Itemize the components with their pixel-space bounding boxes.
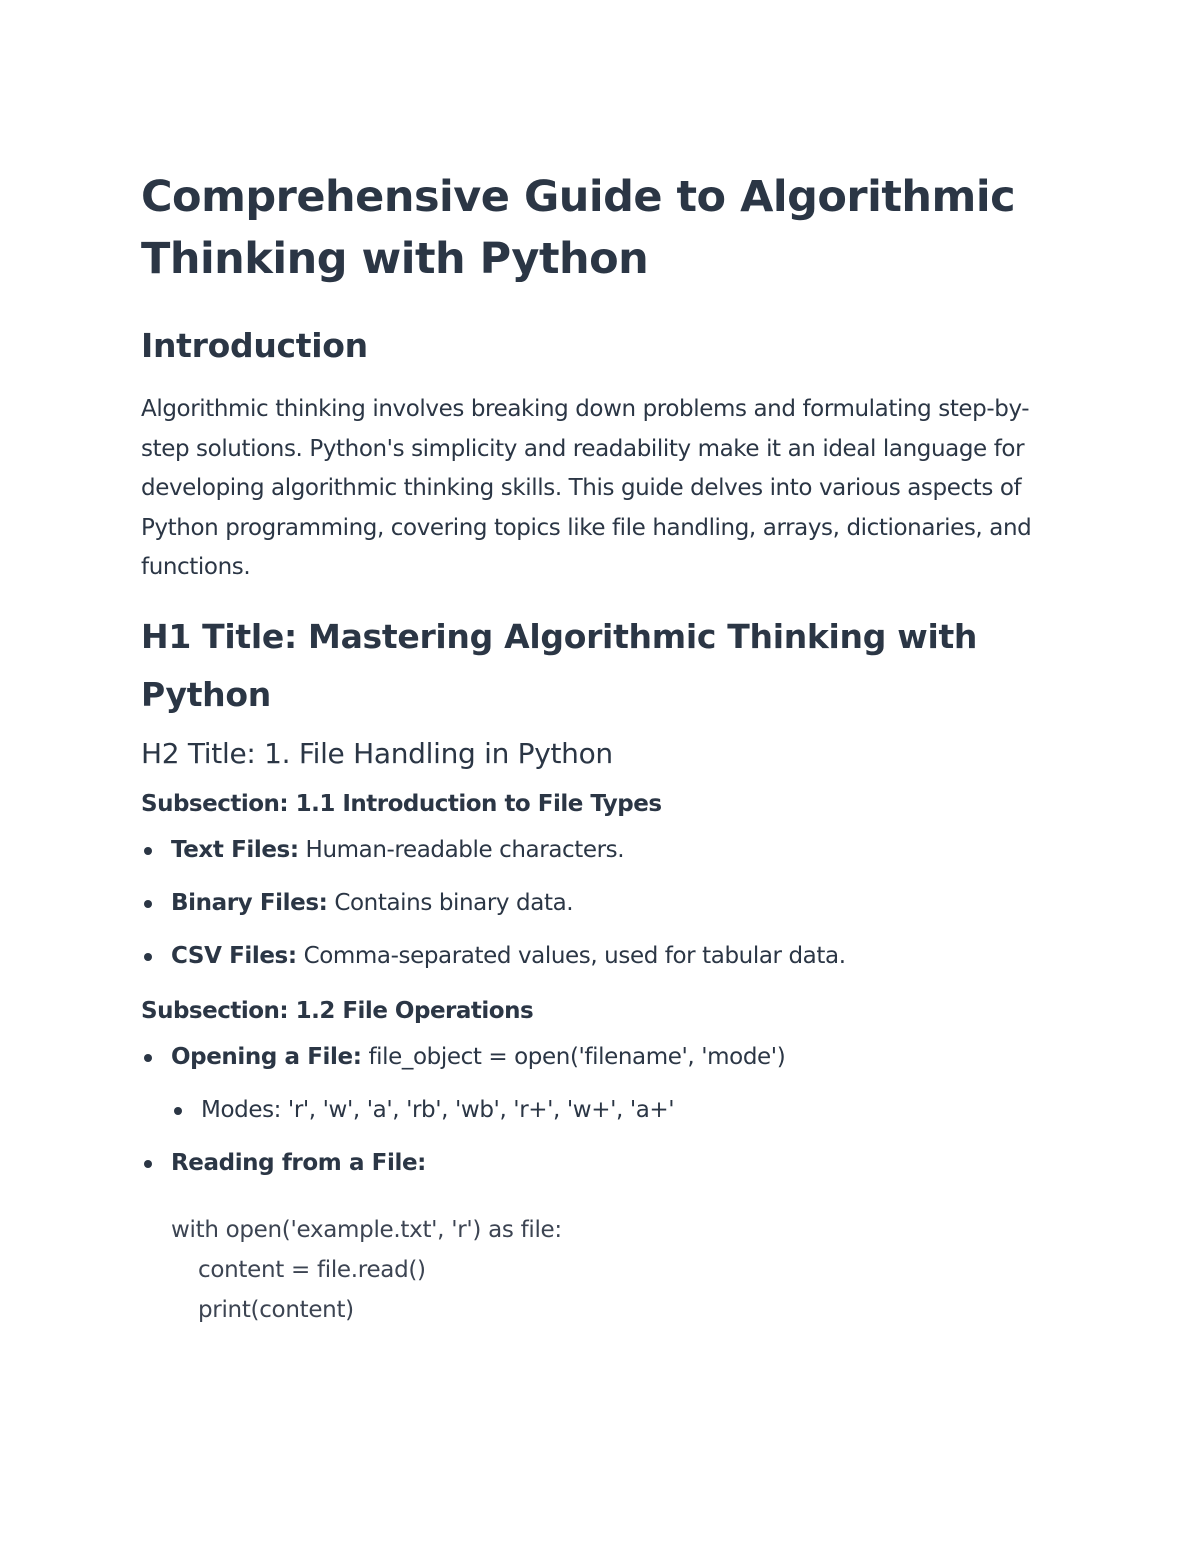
list-item-desc: Comma-separated values, used for tabular data. [296, 942, 846, 969]
introduction-paragraph: Algorithmic thinking involves breaking down problems and formulating step-by-step solutions. Python's simplicity and readability make it an ideal language for developing algorithmic thinking skills. This guide delves into various aspects of Python programming, covering topics like file handling, arrays, dictionaries, and functions. [141, 396, 1032, 580]
subsection-file-operations-heading: Subsection: 1.2 File Operations [141, 997, 534, 1024]
modes-sublist [141, 1084, 1071, 1137]
list-item [141, 1084, 1071, 1137]
document-title: Comprehensive Guide to Algorithmic Thinking with Python [141, 172, 1016, 284]
list-item-desc: file_object = open('filename', 'mode') [361, 1043, 786, 1070]
bullet-icon [144, 953, 152, 961]
code-block [171, 1210, 1071, 1330]
list-item-desc: Human-readable characters. [298, 836, 625, 863]
list-item-term: Opening a File: [171, 1043, 362, 1070]
bullet-icon [144, 1160, 152, 1168]
introduction-heading: Introduction [141, 326, 368, 365]
code-line: print(content) [198, 1296, 354, 1323]
file-operations-list [141, 1031, 1071, 1084]
code-line: with open('example.txt', 'r') as file: [171, 1216, 562, 1243]
code-line: content = file.read() [198, 1256, 426, 1283]
document-page [141, 166, 1071, 1330]
h1-title-heading: H1 Title: Mastering Algorithmic Thinking with Python [141, 616, 978, 714]
bullet-icon [174, 1107, 182, 1115]
list-item [141, 824, 1071, 877]
list-item-desc: Contains binary data. [327, 889, 574, 916]
modes-text: Modes: 'r', 'w', 'a', 'rb', 'wb', 'r+', 'w+', 'a+' [201, 1096, 675, 1123]
list-item-term: Reading from a File: [171, 1149, 426, 1176]
list-item-term: Binary Files: [171, 889, 328, 916]
list-item-term: Text Files: [171, 836, 299, 863]
reading-list [141, 1137, 1071, 1190]
list-item [141, 1031, 1071, 1084]
h2-title-heading: H2 Title: 1. File Handling in Python [141, 736, 613, 770]
subsection-file-types-heading: Subsection: 1.1 Introduction to File Types [141, 790, 662, 817]
bullet-icon [144, 1054, 152, 1062]
bullet-icon [144, 900, 152, 908]
list-item [141, 877, 1071, 930]
list-item-term: CSV Files: [171, 942, 297, 969]
list-item [141, 930, 1071, 983]
file-types-list [141, 824, 1071, 983]
list-item [141, 1137, 1071, 1190]
bullet-icon [144, 847, 152, 855]
